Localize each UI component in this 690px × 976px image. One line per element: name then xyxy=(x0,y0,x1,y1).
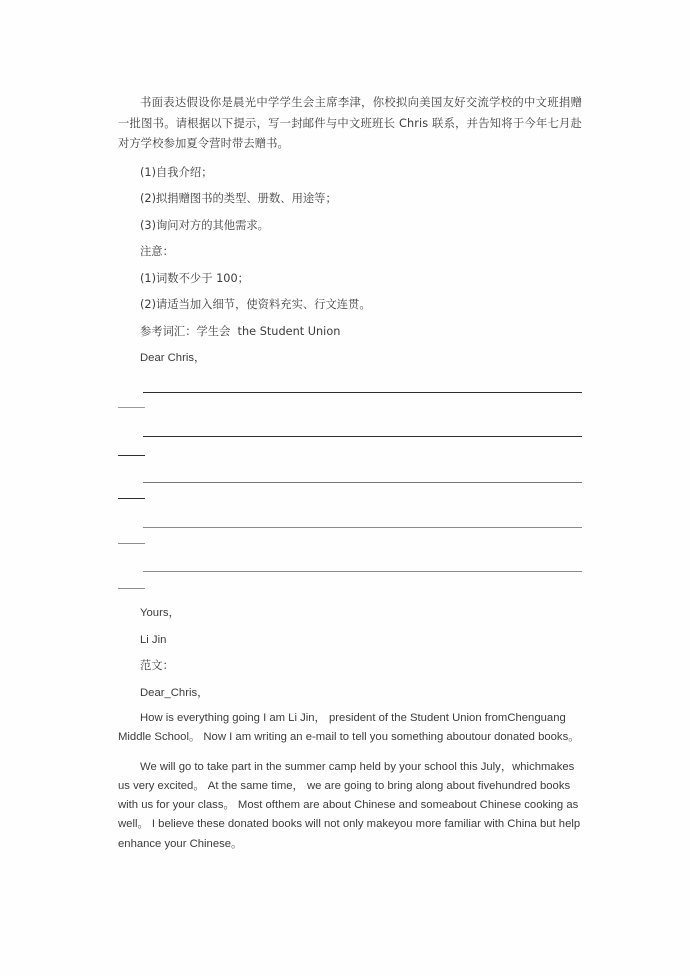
sample-heading: 范文： xyxy=(140,659,174,672)
vocabulary-line: 参考词汇：学生会 the Student Union xyxy=(140,324,341,338)
requirement-item-1: (1)自我介绍； xyxy=(140,165,213,179)
note-item-1: (1)词数不少于 100； xyxy=(140,271,249,285)
closing-line: Yours， xyxy=(140,607,180,619)
answer-rule-long-1 xyxy=(143,392,582,393)
requirement-item-2: (2)拟捐赠图书的类型、册数、用途等； xyxy=(140,192,337,205)
notes-heading: 注意： xyxy=(140,245,174,258)
closing-block xyxy=(118,600,582,706)
sample-salutation: Dear_Chris， xyxy=(140,686,209,699)
notes-list xyxy=(118,266,582,319)
note-item-2: (2)请适当加入细节，使资料充实、行文连贯。 xyxy=(140,298,371,311)
answer-rule-long-3 xyxy=(143,482,582,483)
salutation: Dear Chris， xyxy=(140,352,206,364)
answer-rule-long-5 xyxy=(143,571,582,572)
sample-body xyxy=(118,709,582,864)
answer-rule-short-3 xyxy=(118,498,145,499)
requirements-list xyxy=(118,160,582,240)
prompt-paragraph: 书面表达假设你是晨光中学学生会主席李津，你校拟向美国友好交流学校的中文班捐赠一批图书。请根据以下提示，写一封邮件与中文班班长 Chris 联系，并告知将于今年七月赴对方学校参加夏令营时带去赠书。 xyxy=(118,96,582,150)
answer-rule-short-1 xyxy=(118,407,145,408)
answer-rule-long-4 xyxy=(143,527,582,528)
requirement-item-3: (3)询问对方的其他需求。 xyxy=(140,218,269,232)
answer-rule-short-2 xyxy=(118,455,145,456)
answer-rule-long-2 xyxy=(143,436,582,437)
sample-paragraph-2: We will go to take part in the summer camp held by your school this July，whichmakes us very excited。 At the same time， we are going to bring along about fivehundred books with us for your class。 Most ofthem are about Chinese and someabout Chinese cooking as well。 I believe these donated books will not only makeyou more familiar with China but help enhance your Chinese。 xyxy=(118,760,581,850)
sample-paragraph-1: How is everything going I am Li Jin， president of the Student Union fromChenguang Middle School。 Now I am writing an e-mail to tell you something aboutour donated books。 xyxy=(118,712,580,744)
answer-rule-short-5 xyxy=(118,588,145,589)
answer-rule-short-4 xyxy=(118,543,145,544)
document-content xyxy=(118,93,582,372)
signature-line: Li Jin xyxy=(140,633,167,646)
